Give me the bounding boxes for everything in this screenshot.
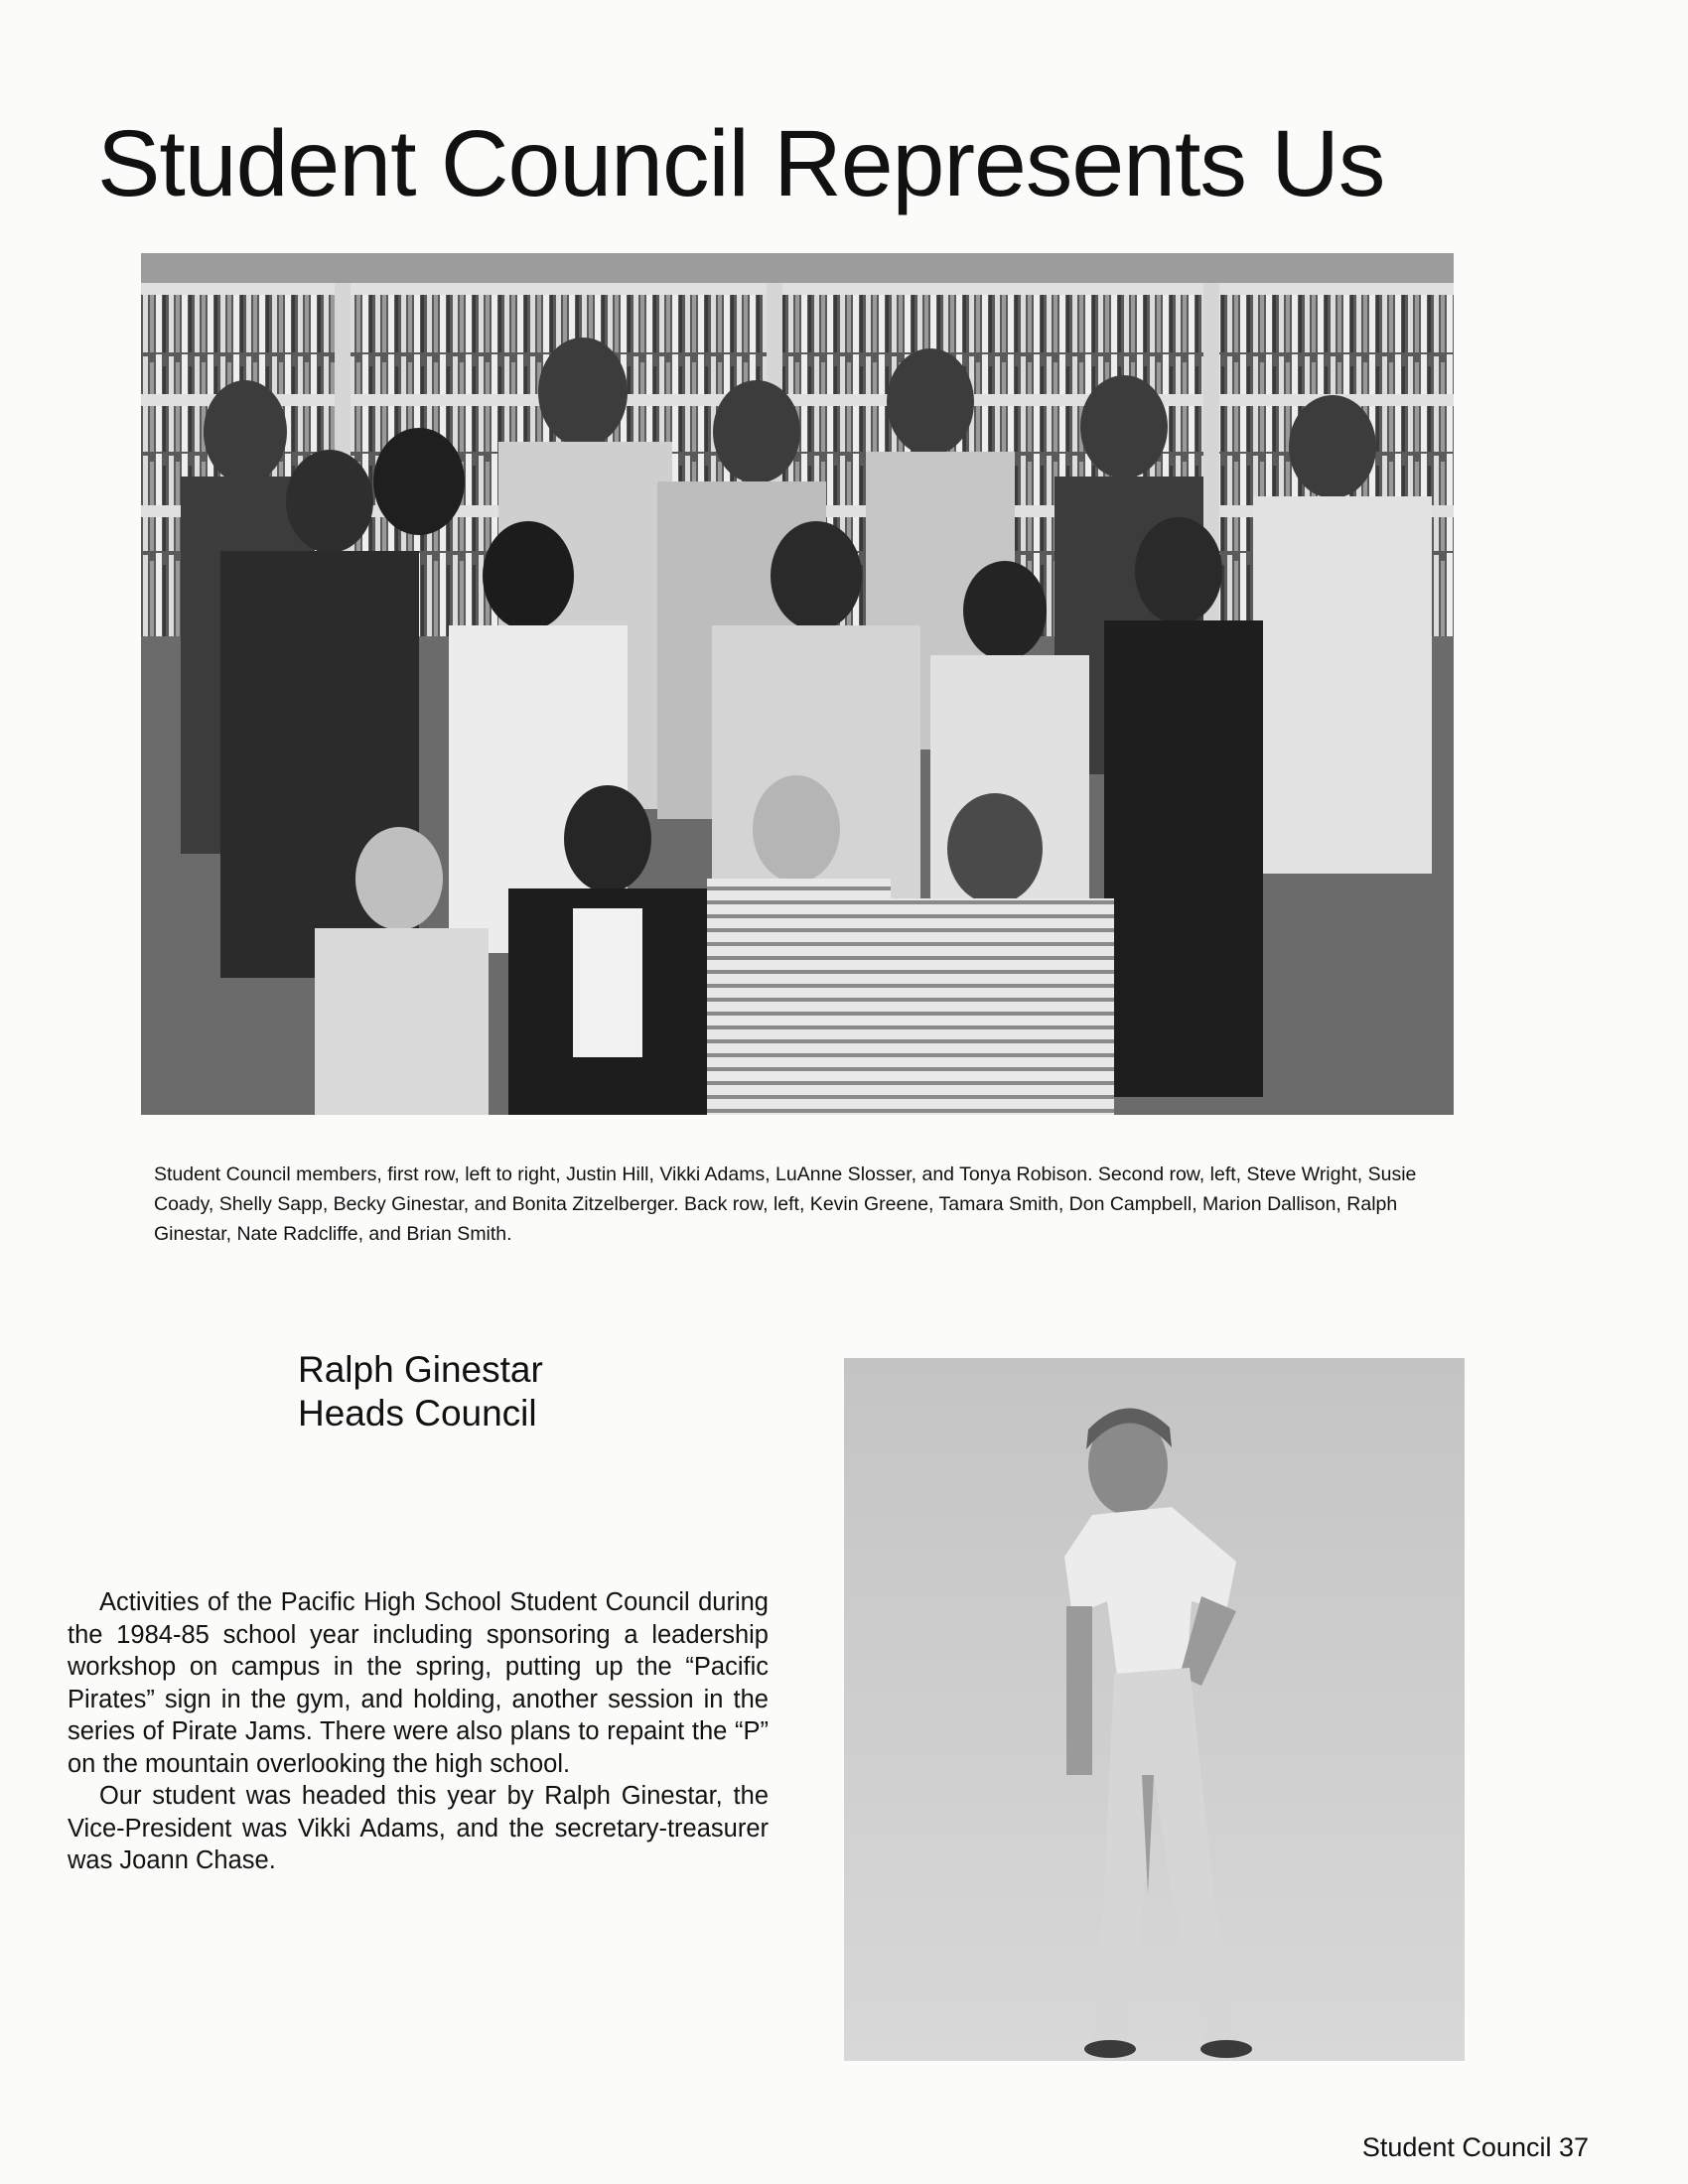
page-title: Student Council Represents Us	[97, 111, 1385, 216]
group-photo	[141, 253, 1454, 1115]
article-headline	[298, 1348, 543, 1435]
page-folio: Student Council 37	[1361, 2132, 1589, 2162]
portrait-photo	[844, 1358, 1465, 2061]
article-paragraph: Activities of the Pacific High School Student Council during the 1984-85 school year including sponsoring a leadership workshop on campus in the spring, putting up the “Pacific Pirates” sign in the gym, and holding, another session in the series of Pirate Jams. There were also plans to repaint the “P” on the mountain overlooking the high school.	[68, 1588, 769, 1778]
headline-line-1: Ralph Ginestar	[298, 1349, 543, 1390]
group-photo-caption: Student Council members, first row, left to right, Justin Hill, Vikki Adams, LuAnne Slosser, and Tonya Robison. Second row, left, Steve Wright, Susie Coady, Shelly Sapp, Becky Ginestar, and Bonita Zitzelberger. Back row, left, Kevin Greene, Tamara Smith, Don Campbell, Marion Dallison, Ralph Ginestar, Nate Radcliffe, and Brian Smith.	[154, 1163, 1417, 1245]
article-paragraph: Our student was headed this year by Ralph Ginestar, the Vice-President was Vikki Adams, and the secretary-treasurer was Joann Chase.	[68, 1782, 769, 1874]
headline-line-2: Heads Council	[298, 1393, 537, 1433]
article-body	[68, 1586, 769, 1877]
